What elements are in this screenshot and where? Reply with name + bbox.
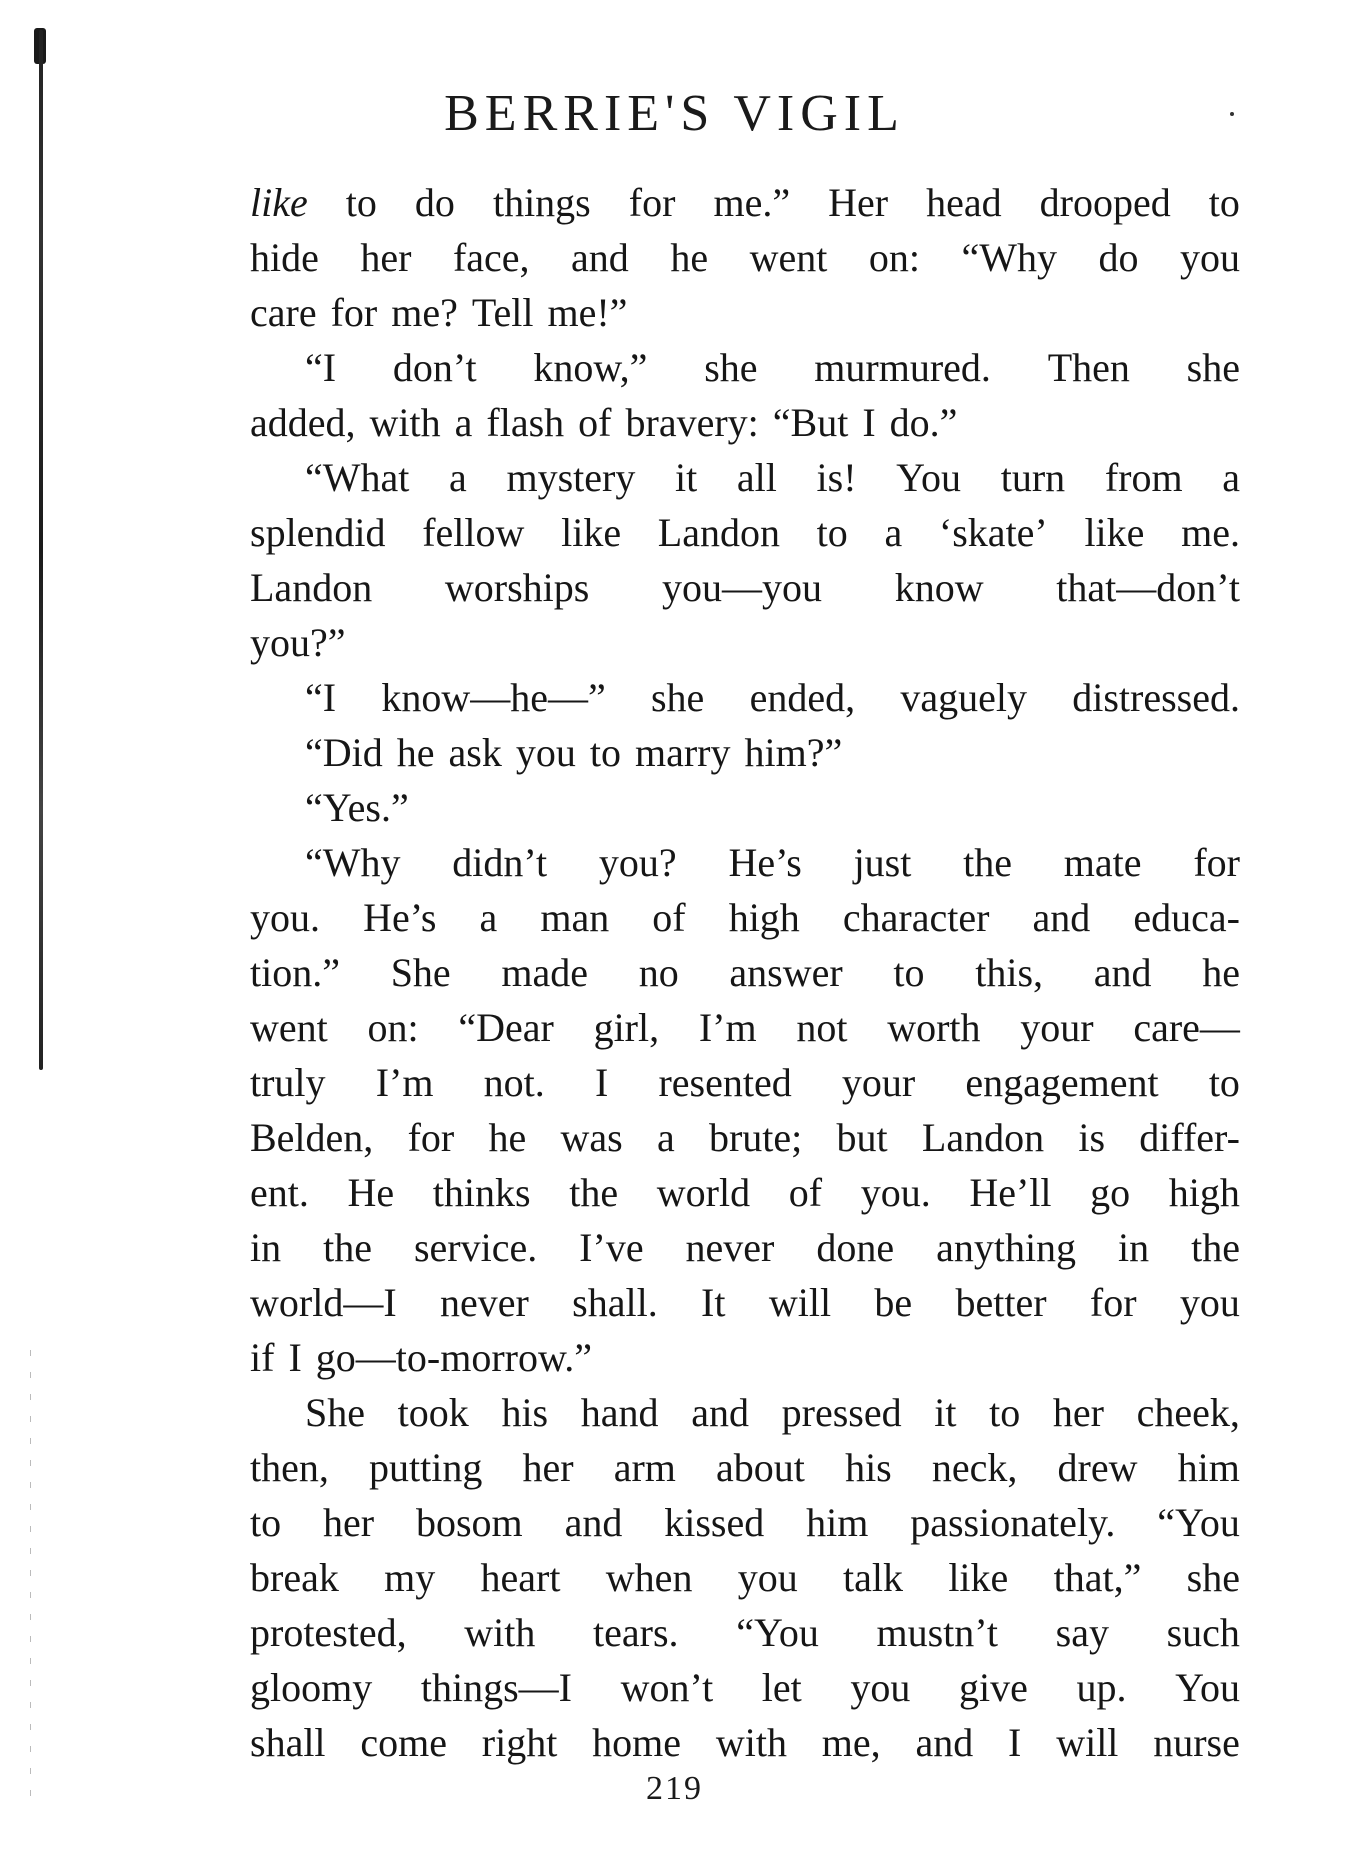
text-line: Landon worships you—you know that—don’t xyxy=(250,565,1240,610)
binding-edge xyxy=(39,30,43,1070)
text-line: gloomy things—I won’t let you give up. You xyxy=(250,1665,1240,1710)
text-line: splendid fellow like Landon to a ‘skate’ like me. xyxy=(250,510,1240,555)
text-line: shall come right home with me, and I will nurse xyxy=(250,1720,1240,1765)
text-line: She took his hand and pressed it to her cheek, xyxy=(305,1390,1240,1435)
running-head: BERRIE'S VIGIL xyxy=(444,85,905,142)
page-number: 219 xyxy=(646,1770,703,1807)
text-line: “I don’t know,” she murmured. Then she xyxy=(305,345,1240,390)
text-line: added, with a flash of bravery: “But I do.” xyxy=(250,400,958,445)
text-line: Belden, for he was a brute; but Landon is differ- xyxy=(250,1115,1240,1160)
text-line: truly I’m not. I resented your engagement to xyxy=(250,1060,1240,1105)
text-line: hide her face, and he went on: “Why do you xyxy=(250,235,1240,280)
text-line: tion.” She made no answer to this, and he xyxy=(250,950,1240,995)
body-text xyxy=(250,175,1240,1770)
text-line: world—I never shall. It will be better for you xyxy=(250,1280,1240,1325)
text-line: then, putting her arm about his neck, drew him xyxy=(250,1445,1240,1490)
text-line: “I know—he—” she ended, vaguely distressed. xyxy=(305,675,1240,720)
text-line: went on: “Dear girl, I’m not worth your care— xyxy=(250,1005,1240,1050)
text-line: protested, with tears. “You mustn’t say such xyxy=(250,1610,1240,1655)
text-line: “What a mystery it all is! You turn from a xyxy=(305,455,1240,500)
text-line: “Yes.” xyxy=(305,785,409,830)
text-line: you?” xyxy=(250,620,346,665)
text-line: care for me? Tell me!” xyxy=(250,290,628,335)
text-line: like to do things for me.” Her head drooped to xyxy=(250,180,1240,225)
text-line: “Why didn’t you? He’s just the mate for xyxy=(305,840,1240,885)
text-line: you. He’s a man of high character and educa- xyxy=(250,895,1240,940)
text-line: if I go—to-morrow.” xyxy=(250,1335,592,1380)
text-line: in the service. I’ve never done anything in the xyxy=(250,1225,1240,1270)
text-line: “Did he ask you to marry him?” xyxy=(305,730,843,775)
text-line: to her bosom and kissed him passionately. “You xyxy=(250,1500,1240,1545)
binding-faint-edge xyxy=(30,1350,31,1810)
text-line: break my heart when you talk like that,” she xyxy=(250,1555,1240,1600)
text-line: ent. He thinks the world of you. He’ll go high xyxy=(250,1170,1240,1215)
